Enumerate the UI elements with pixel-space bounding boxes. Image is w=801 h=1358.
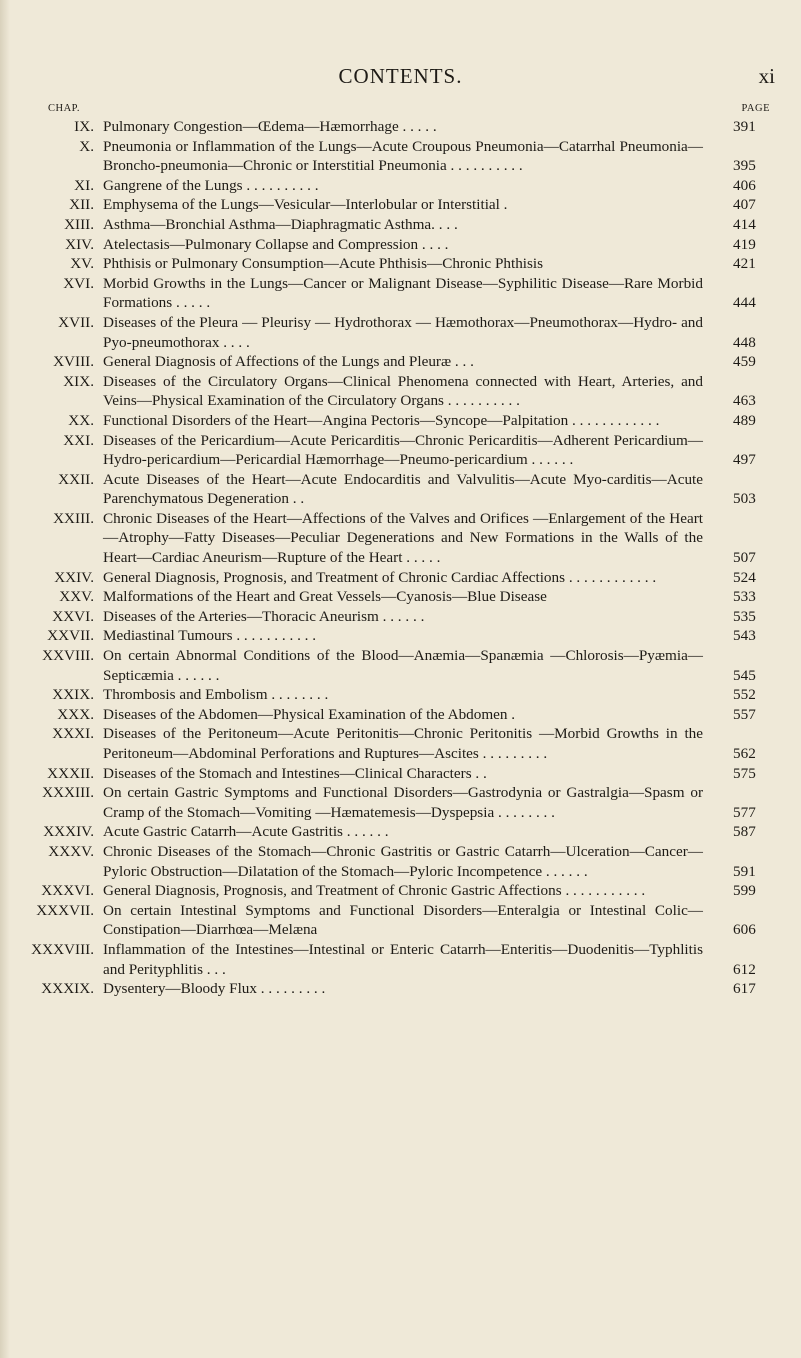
chapter-page-number: 599 xyxy=(733,882,756,900)
page-title: CONTENTS. xyxy=(338,64,463,88)
chapter-page-number: 552 xyxy=(733,686,756,704)
toc-entry xyxy=(0,176,801,196)
toc-entry xyxy=(0,626,801,646)
chapter-title: Emphysema of the Lungs—Vesicular—Interlobular or Interstitial . xyxy=(103,196,508,214)
toc-entry xyxy=(0,195,801,215)
chapter-page-number: 503 xyxy=(733,490,756,508)
toc-entry xyxy=(0,881,801,901)
chapter-title: Functional Disorders of the Heart—Angina Pectoris—Syncope—Palpitation . . . . . . . . . . . . xyxy=(103,411,660,429)
toc-entry xyxy=(0,411,801,431)
chapter-number: X. xyxy=(79,137,94,155)
toc-entry xyxy=(0,274,801,313)
chapter-page-number: 448 xyxy=(733,333,756,351)
toc-entry xyxy=(0,431,801,470)
chapter-title: Diseases of the Stomach and Intestines—Clinical Characters . . xyxy=(103,764,487,782)
chapter-title: Diseases of the Abdomen—Physical Examination of the Abdomen . xyxy=(103,705,516,723)
chapter-page-number: 577 xyxy=(733,803,756,821)
chapter-number: XXXI. xyxy=(52,725,94,743)
chapter-page-number: 407 xyxy=(733,196,756,214)
chapter-title: On certain Intestinal Symptoms and Functional Disorders—Enteralgia or Intestinal Colic—Constipation—Diarrhœa—Melæna xyxy=(103,901,703,939)
chapter-page-number: 535 xyxy=(733,607,756,625)
chapter-page-number: 395 xyxy=(733,157,756,175)
page-header xyxy=(0,64,801,94)
chapter-number: XVIII. xyxy=(53,353,94,371)
toc-entry xyxy=(0,215,801,235)
chapter-number: XXXII. xyxy=(47,764,94,782)
page-column-heading: PAGE xyxy=(741,103,770,114)
toc-entry xyxy=(0,509,801,568)
chapter-title: Phthisis or Pulmonary Consumption—Acute Phthisis—Chronic Phthisis xyxy=(103,255,544,273)
chapter-number: XXXVII. xyxy=(36,901,94,919)
chapter-title: General Diagnosis, Prognosis, and Treatment of Chronic Cardiac Affections . . . . . . . . . . . . xyxy=(103,568,657,586)
chapter-number: XV. xyxy=(70,255,94,273)
chapter-title: Diseases of the Pleura — Pleurisy — Hydrothorax — Hæmothorax—Pneumothorax—Hydro- and Pyo-pneumothorax . . . . xyxy=(103,313,703,351)
chapter-title: Diseases of the Peritoneum—Acute Peritonitis—Chronic Peritonitis —Morbid Growths in the Peritoneum—Abdominal Perforations and Ruptures—Ascites . . . . . . . . . xyxy=(103,725,703,762)
chapter-number: XIII. xyxy=(64,215,94,233)
toc-entry xyxy=(0,352,801,372)
chapter-title: Atelectasis—Pulmonary Collapse and Compression . . . . xyxy=(103,235,449,253)
chapter-page-number: 575 xyxy=(733,764,756,782)
chapter-title: On certain Gastric Symptoms and Functional Disorders—Gastrodynia or Gastralgia—Spasm or Cramp of the Stomach—Vomiting —Hæmatemesis—Dyspepsia . . . . . . . . xyxy=(103,784,703,821)
chapter-number: XIX. xyxy=(63,372,94,390)
toc-entry xyxy=(0,137,801,176)
chapter-title: Diseases of the Arteries—Thoracic Aneurism . . . . . . xyxy=(103,607,425,625)
toc-entry xyxy=(0,646,801,685)
chapter-page-number: 587 xyxy=(733,823,756,841)
toc-entry xyxy=(0,705,801,725)
toc-entry xyxy=(0,313,801,352)
chapter-number: XXVI. xyxy=(52,607,94,625)
toc-entry xyxy=(0,724,801,763)
chapter-number: XXXIV. xyxy=(43,823,94,841)
chapter-page-number: 507 xyxy=(733,549,756,567)
chapter-page-number: 459 xyxy=(733,353,756,371)
chapter-page-number: 543 xyxy=(733,627,756,645)
chapter-title: Pulmonary Congestion—Œdema—Hæmorrhage . . . . . xyxy=(103,118,437,135)
chapter-title: General Diagnosis, Prognosis, and Treatment of Chronic Gastric Affections . . . . . . . . . . . xyxy=(103,882,646,900)
chapter-page-number: 463 xyxy=(733,392,756,410)
toc-entry xyxy=(0,764,801,784)
chapter-number: XXXIII. xyxy=(42,784,94,802)
toc-entry xyxy=(0,783,801,822)
chapter-number: XII. xyxy=(69,196,94,214)
chapter-number: XXV. xyxy=(59,588,94,606)
chapter-title: On certain Abnormal Conditions of the Blood—Anæmia—Spanæmia —Chlorosis—Pyæmia—Septicæmia . . . . . . xyxy=(103,647,703,684)
chapter-title: Gangrene of the Lungs . . . . . . . . . . xyxy=(103,176,319,194)
toc-entry xyxy=(0,940,801,979)
toc-entry xyxy=(0,842,801,881)
chapter-title: Asthma—Bronchial Asthma—Diaphragmatic Asthma. . . . xyxy=(103,215,458,233)
chapter-page-number: 406 xyxy=(733,176,756,194)
header-page-number: xi xyxy=(758,64,775,88)
chapter-title: Diseases of the Circulatory Organs—Clinical Phenomena connected with Heart, Arteries, and Veins—Physical Examination of the Circulatory Organs . . . . . . . . . . xyxy=(103,372,703,410)
chapter-number: XI. xyxy=(74,176,94,194)
chapter-number: XX. xyxy=(68,411,94,429)
chapter-number: XXXVIII. xyxy=(31,940,94,958)
toc-entry xyxy=(0,587,801,607)
chapter-page-number: 612 xyxy=(733,960,756,978)
chapter-title: Dysentery—Bloody Flux . . . . . . . . . xyxy=(103,980,326,998)
toc-entry xyxy=(0,685,801,705)
chapter-page-number: 562 xyxy=(733,745,756,762)
chapter-page-number: 391 xyxy=(733,118,756,135)
toc-entry xyxy=(0,568,801,588)
chapter-number: XXVII. xyxy=(47,627,94,645)
chapter-page-number: 606 xyxy=(733,921,756,939)
chapter-number: XIV. xyxy=(65,235,94,253)
chapter-number: XXII. xyxy=(58,470,94,488)
chapter-number: XXXVI. xyxy=(41,882,94,900)
chapter-page-number: 414 xyxy=(733,215,756,233)
chapter-column-heading: CHAP. xyxy=(48,103,80,114)
chapter-number: XXIV. xyxy=(54,568,94,586)
chapter-number: XVI. xyxy=(63,274,94,292)
chapter-number: XVII. xyxy=(58,313,94,331)
chapter-title: Pneumonia or Inflammation of the Lungs—Acute Croupous Pneumonia—Catarrhal Pneumonia—Broncho-pneumonia—Chronic or Interstitial Pneumonia . . . . . . . . . . xyxy=(103,137,703,175)
chapter-page-number: 524 xyxy=(733,568,756,586)
chapter-number: XXIII. xyxy=(53,509,94,527)
toc-entry xyxy=(0,372,801,411)
chapter-page-number: 419 xyxy=(733,235,756,253)
chapter-number: IX. xyxy=(74,118,94,135)
chapter-title: Thrombosis and Embolism . . . . . . . . xyxy=(103,686,329,704)
toc-entry xyxy=(0,979,801,999)
chapter-title: General Diagnosis of Affections of the Lungs and Pleuræ . . . xyxy=(103,353,474,371)
chapter-page-number: 444 xyxy=(733,294,756,312)
chapter-number: XXI. xyxy=(63,431,94,449)
chapter-title: Morbid Growths in the Lungs—Cancer or Malignant Disease—Syphilitic Disease—Rare Morbid Formations . . . . . xyxy=(103,274,703,312)
toc-entry xyxy=(0,470,801,509)
toc-entry xyxy=(0,235,801,255)
chapter-page-number: 533 xyxy=(733,588,756,606)
chapter-page-number: 497 xyxy=(733,451,756,469)
chapter-number: XXVIII. xyxy=(42,647,94,665)
chapter-page-number: 617 xyxy=(733,980,756,998)
chapter-number: XXIX. xyxy=(52,686,94,704)
toc-entry xyxy=(0,117,801,137)
chapter-page-number: 545 xyxy=(733,666,756,684)
toc-entry xyxy=(0,607,801,627)
toc-entry xyxy=(0,254,801,274)
chapter-title: Malformations of the Heart and Great Vessels—Cyanosis—Blue Disease xyxy=(103,588,547,606)
toc-entry xyxy=(0,901,801,940)
table-of-contents xyxy=(0,117,801,999)
chapter-title: Chronic Diseases of the Stomach—Chronic Gastritis or Gastric Catarrh—Ulceration—Cancer—Pyloric Obstruction—Dilatation of the Stomach—Pyloric Incompetence . . . . . . xyxy=(103,842,703,880)
chapter-title: Mediastinal Tumours . . . . . . . . . . . xyxy=(103,627,317,645)
chapter-page-number: 421 xyxy=(733,255,756,273)
chapter-title: Diseases of the Pericardium—Acute Pericarditis—Chronic Pericarditis—Adherent Pericardium—Hydro-pericardium—Pericardial Hæmorrhage—Pneumo-pericardium . . . . . . xyxy=(103,431,703,469)
chapter-number: XXXIX. xyxy=(41,980,94,998)
chapter-number: XXX. xyxy=(57,705,94,723)
column-headings xyxy=(40,103,770,117)
chapter-title: Acute Gastric Catarrh—Acute Gastritis . . . . . . xyxy=(103,823,389,841)
toc-entry xyxy=(0,822,801,842)
chapter-title: Inflammation of the Intestines—Intestinal or Enteric Catarrh—Enteritis—Duodenitis—Typhlitis and Perityphlitis . . . xyxy=(103,940,703,978)
chapter-title: Chronic Diseases of the Heart—Affections of the Valves and Orifices —Enlargement of the Heart—Atrophy—Fatty Diseases—Peculiar Degenerations and New Formations in the Walls of the Heart—Cardiac Aneurism—Rupture of the Heart . . . . . xyxy=(103,509,703,567)
chapter-title: Acute Diseases of the Heart—Acute Endocarditis and Valvulitis—Acute Myo-carditis—Acute Parenchymatous Degeneration . . xyxy=(103,470,703,508)
chapter-page-number: 591 xyxy=(733,862,756,880)
chapter-page-number: 557 xyxy=(733,705,756,723)
chapter-number: XXXV. xyxy=(48,842,94,860)
chapter-page-number: 489 xyxy=(733,411,756,429)
